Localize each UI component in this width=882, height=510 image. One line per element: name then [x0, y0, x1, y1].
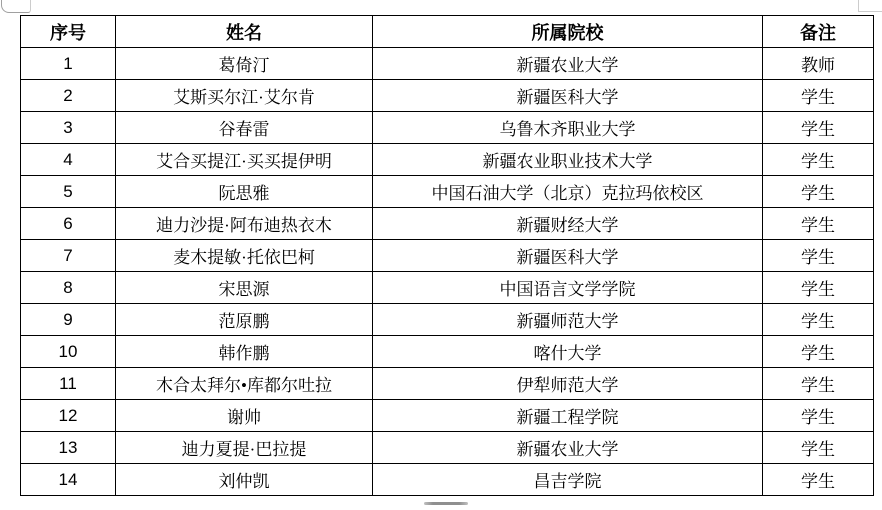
- cell-note[interactable]: 学生: [763, 208, 874, 240]
- cell-note[interactable]: 学生: [763, 368, 874, 400]
- cell-school[interactable]: 新疆医科大学: [373, 80, 763, 112]
- cell-school[interactable]: 喀什大学: [373, 336, 763, 368]
- table-row: [21, 208, 874, 240]
- cell-school[interactable]: 新疆农业职业技术大学: [373, 144, 763, 176]
- cell-no[interactable]: 5: [21, 176, 116, 208]
- header-cell-note[interactable]: 备注: [763, 16, 874, 48]
- cell-school[interactable]: 新疆财经大学: [373, 208, 763, 240]
- cell-name[interactable]: 刘仲凯: [116, 464, 373, 496]
- cell-note[interactable]: 学生: [763, 304, 874, 336]
- cell-school[interactable]: 中国语言文学学院: [373, 272, 763, 304]
- cell-school[interactable]: 新疆农业大学: [373, 48, 763, 80]
- header-cell-school[interactable]: 所属院校: [373, 16, 763, 48]
- cell-note[interactable]: 学生: [763, 240, 874, 272]
- cell-no[interactable]: 2: [21, 80, 116, 112]
- table-row: [21, 336, 874, 368]
- cell-name[interactable]: 韩作鹏: [116, 336, 373, 368]
- table-header-row: [21, 16, 874, 48]
- cell-no[interactable]: 4: [21, 144, 116, 176]
- cell-no[interactable]: 7: [21, 240, 116, 272]
- cell-name[interactable]: 谢帅: [116, 400, 373, 432]
- header-cell-name[interactable]: 姓名: [116, 16, 373, 48]
- cell-school[interactable]: 昌吉学院: [373, 464, 763, 496]
- cell-name[interactable]: 迪力沙提·阿布迪热衣木: [116, 208, 373, 240]
- ui-fragment-top-right: [858, 0, 882, 12]
- cell-name[interactable]: 迪力夏提·巴拉提: [116, 432, 373, 464]
- cell-name[interactable]: 艾斯买尔江·艾尔肯: [116, 80, 373, 112]
- cell-no[interactable]: 12: [21, 400, 116, 432]
- cell-no[interactable]: 10: [21, 336, 116, 368]
- cell-name[interactable]: 麦木提敏·托依巴柯: [116, 240, 373, 272]
- table-row: [21, 176, 874, 208]
- cell-note[interactable]: 学生: [763, 464, 874, 496]
- table-row: [21, 144, 874, 176]
- table-row: [21, 304, 874, 336]
- cell-note[interactable]: 学生: [763, 112, 874, 144]
- cell-school[interactable]: 伊犁师范大学: [373, 368, 763, 400]
- cell-school[interactable]: 乌鲁木齐职业大学: [373, 112, 763, 144]
- table-row: [21, 48, 874, 80]
- cell-note[interactable]: 学生: [763, 400, 874, 432]
- cell-name[interactable]: 阮思雅: [116, 176, 373, 208]
- cell-no[interactable]: 13: [21, 432, 116, 464]
- table-row: [21, 112, 874, 144]
- cell-school[interactable]: 新疆医科大学: [373, 240, 763, 272]
- cell-name[interactable]: 宋思源: [116, 272, 373, 304]
- cell-name[interactable]: 木合太拜尔•库都尔吐拉: [116, 368, 373, 400]
- cell-no[interactable]: 11: [21, 368, 116, 400]
- cell-note[interactable]: 学生: [763, 80, 874, 112]
- cell-no[interactable]: 3: [21, 112, 116, 144]
- table-row: [21, 400, 874, 432]
- table-row: [21, 432, 874, 464]
- cell-no[interactable]: 8: [21, 272, 116, 304]
- table-body: [21, 48, 874, 496]
- table-row: [21, 368, 874, 400]
- cell-note[interactable]: 学生: [763, 144, 874, 176]
- header-cell-no[interactable]: 序号: [21, 16, 116, 48]
- cell-name[interactable]: 谷春雷: [116, 112, 373, 144]
- cell-name[interactable]: 艾合买提江·买买提伊明: [116, 144, 373, 176]
- ui-fragment-top-left: [1, 0, 31, 13]
- cell-note[interactable]: 学生: [763, 272, 874, 304]
- cell-no[interactable]: 1: [21, 48, 116, 80]
- cell-note[interactable]: 学生: [763, 432, 874, 464]
- cell-no[interactable]: 14: [21, 464, 116, 496]
- cell-name[interactable]: 范原鹏: [116, 304, 373, 336]
- table-row: [21, 464, 874, 496]
- cell-note[interactable]: 教师: [763, 48, 874, 80]
- table-row: [21, 272, 874, 304]
- cell-school[interactable]: 中国石油大学（北京）克拉玛依校区: [373, 176, 763, 208]
- cell-school[interactable]: 新疆工程学院: [373, 400, 763, 432]
- table-row: [21, 80, 874, 112]
- cell-note[interactable]: 学生: [763, 176, 874, 208]
- cell-school[interactable]: 新疆农业大学: [373, 432, 763, 464]
- cell-no[interactable]: 9: [21, 304, 116, 336]
- cell-school[interactable]: 新疆师范大学: [373, 304, 763, 336]
- cell-note[interactable]: 学生: [763, 336, 874, 368]
- drag-handle[interactable]: [424, 502, 468, 505]
- cell-no[interactable]: 6: [21, 208, 116, 240]
- cell-name[interactable]: 葛倚汀: [116, 48, 373, 80]
- roster-table: [20, 15, 874, 496]
- table-row: [21, 240, 874, 272]
